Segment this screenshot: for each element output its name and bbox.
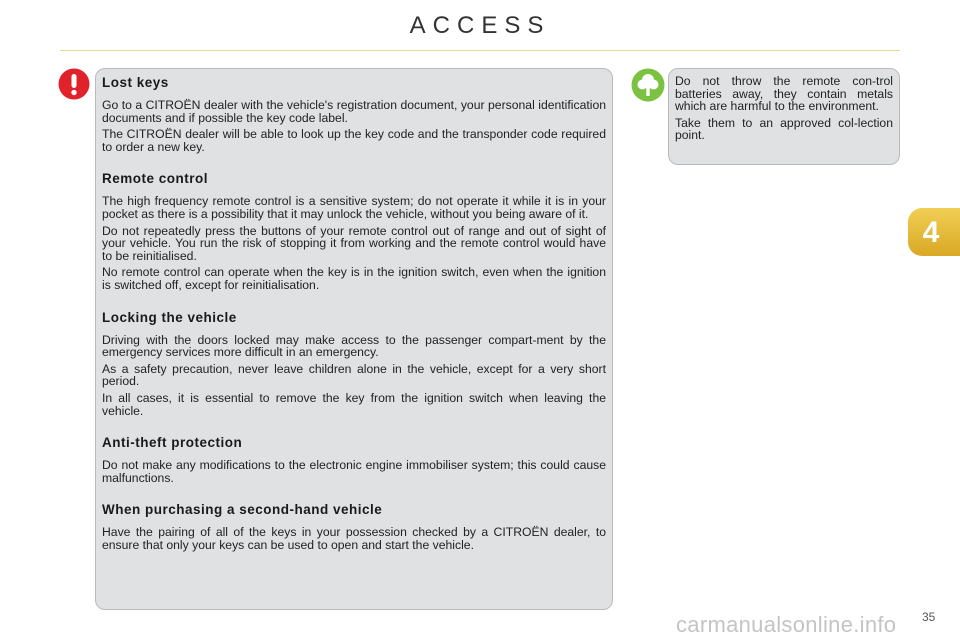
section-lost-keys [102, 75, 606, 153]
paragraph: Take them to an approved col-lection point. [675, 115, 893, 143]
section-second-hand-vehicle [102, 502, 606, 551]
paragraph: As a safety precaution, never leave children alone in the vehicle, except for a very short period. [102, 361, 606, 389]
section-anti-theft-protection [102, 435, 606, 484]
title-divider [60, 50, 900, 51]
section-heading: Remote control [102, 171, 209, 187]
paragraph: No remote control can operate when the key is in the ignition switch, even when the ignition is switched off, except for reinitialisation. [102, 265, 606, 292]
environment-tree-icon [631, 68, 665, 102]
paragraph: Go to a CITROËN dealer with the vehicle's registration document, your personal identification documents and if possible the key code label. [102, 98, 606, 125]
environment-note-panel [668, 68, 900, 165]
page-number: 35 [922, 610, 936, 624]
section-heading: Anti-theft protection [102, 435, 243, 451]
section-heading: Locking the vehicle [102, 309, 237, 325]
paragraph: Do not repeatedly press the buttons of your remote control out of range and out of sight of your vehicle. You run the risk of stopping it from working and the remote control would have to be reinitialised. [102, 223, 606, 263]
page-title: ACCESS [409, 12, 551, 39]
warning-exclamation-icon [58, 68, 90, 100]
paragraph: In all cases, it is essential to remove the key from the ignition switch when leaving the vehicle. [102, 390, 606, 418]
paragraph: Driving with the doors locked may make access to the passenger compart-ment by the emergency services more difficult in an emergency. [102, 332, 606, 360]
chapter-tab [908, 208, 960, 256]
paragraph: Do not make any modifications to the electronic engine immobiliser system; this could cause malfunctions. [102, 458, 606, 485]
section-heading: Lost keys [102, 75, 169, 90]
section-heading: When purchasing a second-hand vehicle [102, 502, 383, 518]
chapter-number: 4 [922, 216, 940, 249]
section-locking-the-vehicle [102, 310, 606, 418]
paragraph: The CITROËN dealer will be able to look up the key code and the transponder code required to order a new key. [102, 127, 606, 154]
watermark: carmanualsonline.info [676, 612, 897, 637]
info-panel [95, 68, 613, 610]
paragraph: Do not throw the remote con-trol batteries away, they contain metals which are harmful to the environment. [675, 74, 893, 114]
paragraph: The high frequency remote control is a sensitive system; do not operate it while it is in your pocket as there is a possibility that it may unlock the vehicle, without you being aware of it. [102, 194, 606, 221]
section-remote-control [102, 171, 606, 291]
paragraph: Have the pairing of all of the keys in your possession checked by a CITROËN dealer, to ensure that only your keys can be used to open and start the vehicle. [102, 525, 606, 552]
